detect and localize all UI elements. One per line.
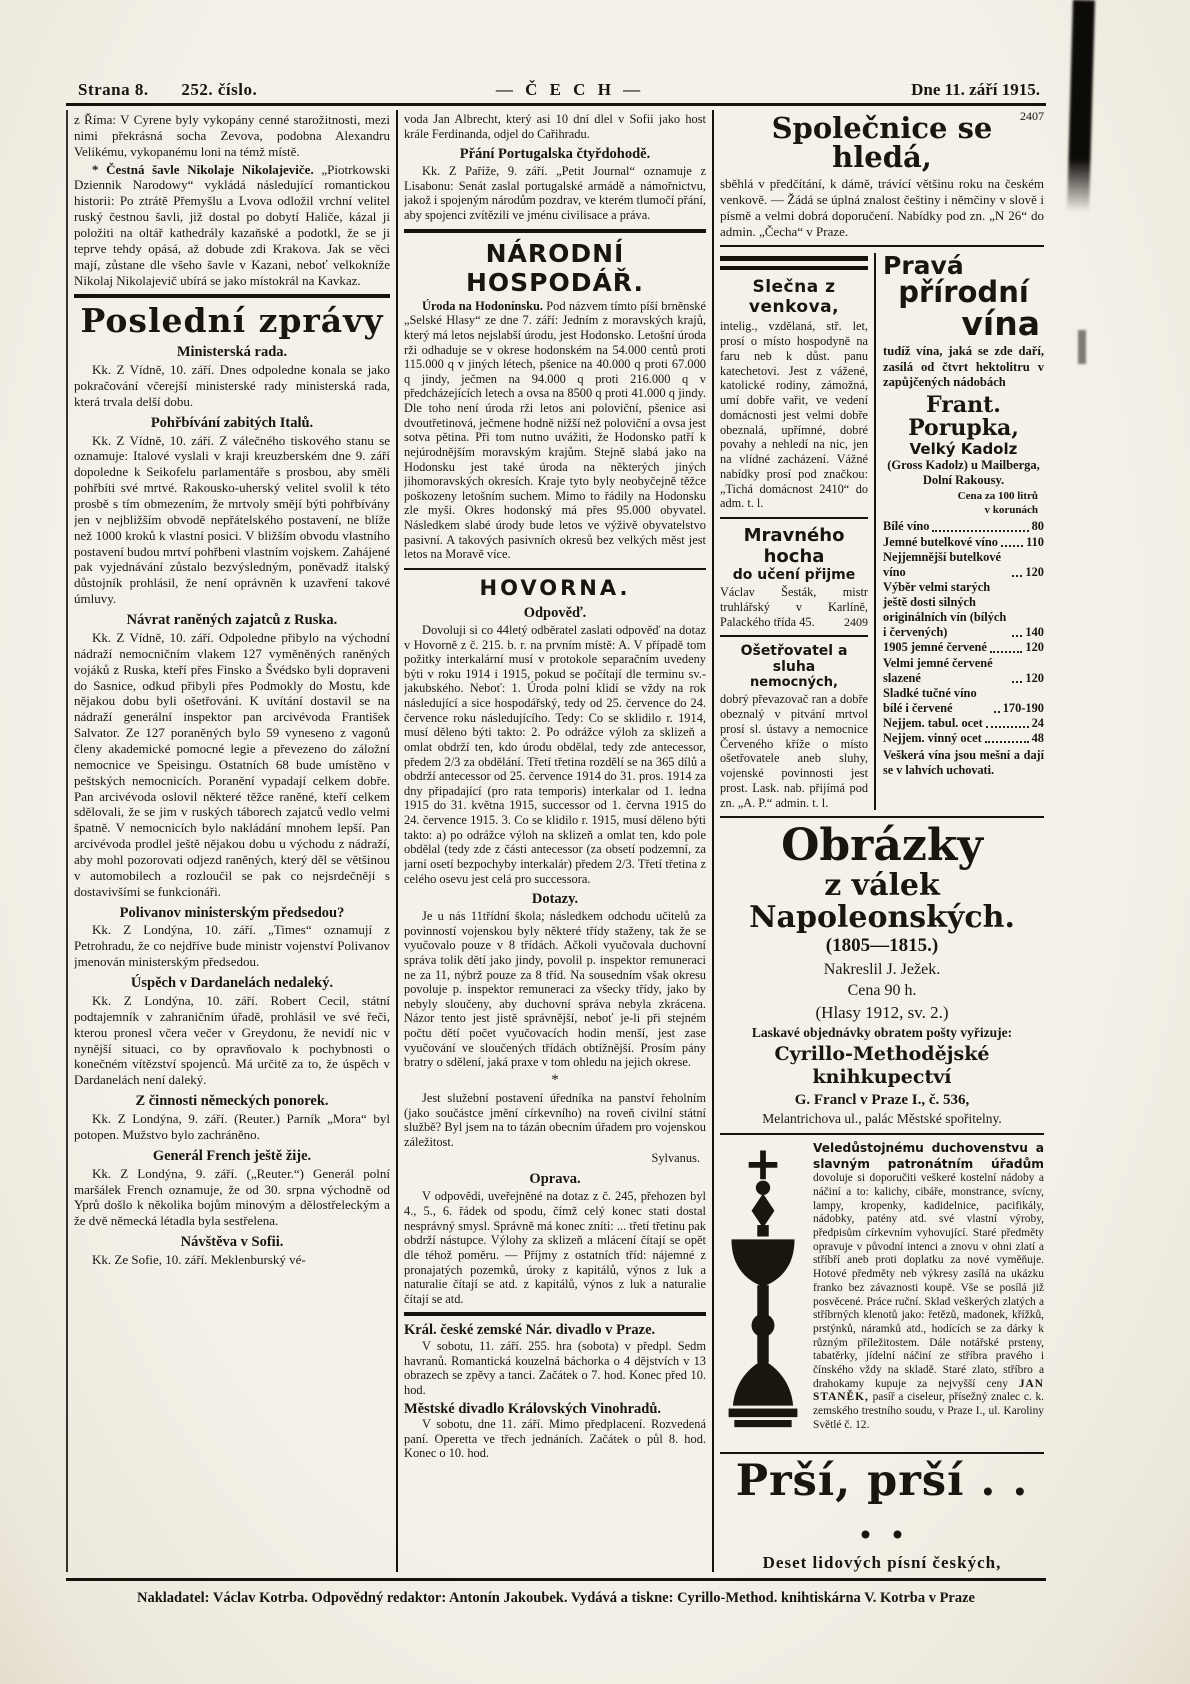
section-divider bbox=[720, 245, 1044, 247]
column-right bbox=[720, 112, 1044, 1572]
issue-number: 252. číslo. bbox=[181, 80, 258, 99]
article-lead: * Čestná šavle Nikolaje Nikolajeviče. bbox=[92, 161, 314, 177]
article-body: Kk. Z Londýna, 10. září. Robert Cecil, státní podtajemník v zahraničním úřadě, prohlásil ve své řeči, kterou pronesl včera večer v Greydonu, že nevidí nic v nynější situaci, co by opravňovalo k pochybnosti o konečném vítězství spojenců. Má určitě za to, že úspěch v Dardanelách není daleký. bbox=[74, 993, 390, 1088]
article-body: V odpovědi, uveřejněné na dotaz z č. 245, přehozen byl 4., 5., 6. řádek od spodu, čímž celý konec stati dostal nesprávný smysl. Správně má konec zníti: ... třetí třetinu pak obdrží nástupce. Výlohy za sklizeň a mlácení čítají se opět dle téhož poměru. — Příjmy z ostatních tříd: nájemné z pronajatých pozemků, úroky z kapitálů, výnos z luk a naturalie čítají se atd. z kapitálů, výnos z luk a naturalie čítají se atd. bbox=[404, 1189, 706, 1306]
masthead-page-issue bbox=[78, 80, 257, 100]
ad-author: Nakreslil J. Ježek. bbox=[823, 961, 941, 979]
page-number: Strana 8. bbox=[78, 80, 149, 99]
article-heading: Úspěch v Dardanelách nedaleký. bbox=[130, 975, 334, 992]
ad-years: (1805—1815.) bbox=[825, 935, 939, 957]
theatre-body: V sobotu, 11. září. 255. hra (sobota) v předpl. Sedm havranů. Romantická kouzelná báchorka o 4 dějstvích v 13 obrazech se zpěvy a tanci. Začátek o 7. hod. Konec před 10. hod. bbox=[404, 1339, 706, 1397]
dot-leader bbox=[1012, 635, 1023, 637]
dot-leader bbox=[994, 711, 1000, 713]
article-lead: Úroda na Hodonínsku. bbox=[422, 298, 543, 313]
column-divider bbox=[712, 110, 714, 1572]
article-body: z Říma: V Cyrene byly vykopány cenné starožitnosti, mezi nimi překrásná socha Zevova, podobna Alexandru Velikému, vykopanému loni na témž místě. bbox=[74, 112, 390, 159]
jeweler-name: JAN STANĚK, bbox=[813, 1377, 1044, 1404]
dot-leader bbox=[932, 530, 1028, 532]
article-body: Kk. Ze Sofie, 10. září. Meklenburský vé- bbox=[92, 1252, 306, 1268]
article-body: Kk. Z Londýna, 10. září. „Times“ oznamují z Petrohradu, že co nejdříve bude ministr vojenství Polivanov jmenován ministerským předsedou. bbox=[74, 922, 390, 970]
dot-leader bbox=[1012, 575, 1023, 577]
article-heading: Pohřbívání zabitých Italů. bbox=[150, 414, 314, 431]
price-row: Nejjem. vinný ocet 48 bbox=[883, 731, 1044, 746]
dot-leader bbox=[1001, 545, 1023, 547]
ad-headline: Společnice se hledá, 2407 bbox=[771, 112, 1044, 174]
scan-artifact bbox=[1078, 330, 1086, 364]
section-title-posledni-zpravy: Poslední zprávy bbox=[80, 301, 384, 341]
ad-stanek bbox=[720, 1141, 1044, 1446]
section-divider bbox=[74, 294, 390, 298]
bookstore-address: G. Francl v Praze I., č. 536, bbox=[794, 1091, 970, 1108]
article-body: Kk. Z Vídně, 10. září. Z válečného tiskového stanu se oznamuje: Italové vyslali v kraji kreuzberském dne 9. září dopoledne k Seikofelu parlamentáře s prosbou, aby směli pohřbíti své mrtvé. Rakousko-uherský velitel svolil k této prosbě s tím obmezením, že mrtvoly smějí býti pohřbívány jen v nejbližším obvodě nepřátelského postavení, ne blíže než 1000 kroků k vlastní posici. V bližším obvodu vlastního postavení budou mrtví pohřbeni vlastním vojskem. Zahájené pak vyjednávání zůstalo bezvýsledným, poněvadž italský důstojník prohlásil, že není oprávněn k uzavření takové úmluvy. bbox=[74, 432, 390, 607]
ad-headline: Slečna z venkova, bbox=[748, 277, 840, 318]
article-body: voda Jan Albrecht, který asi 10 dní dlel v Sofii jako host krále Ferdinanda, odjel do Cařihradu. bbox=[404, 112, 706, 141]
classified-sub-column bbox=[720, 253, 874, 810]
column-left bbox=[74, 112, 390, 1572]
article-heading: Polivanov ministerským předsedou? bbox=[119, 904, 345, 921]
ad-subtitle: Deset lidových písní českých, bbox=[762, 1552, 1002, 1572]
ad-series: (Hlasy 1912, sv. 2.) bbox=[815, 1002, 949, 1022]
article-heading: Generál French ještě žije. bbox=[152, 1147, 312, 1164]
ad-title: Prší, prší . . . . bbox=[735, 1455, 1029, 1549]
ad-headline: přírodní bbox=[898, 275, 1029, 310]
masthead-rule bbox=[66, 103, 1046, 106]
ad-body: intelig., vzdělaná, stř. let, prosí o místo hospodyně na faru neb k důst. panu katechetovi. Jest z vážené, katolické rodiny, zámožná, umí dobře vařit, ve vedení domácnosti jest velmi dobře obeznalá, upřímné, dobré povahy a nehledí na nic, jen na vlídné zacházení. Vážné nabídky prosí pod značkou: „Tichá domácnost 2410“ do adm. t. l. bbox=[720, 319, 868, 511]
theatre-title: Městské divadlo Královských Vinohradů. bbox=[404, 1400, 662, 1417]
star-separator: * bbox=[551, 1071, 559, 1088]
section-title-hovorna: HOVORNA. bbox=[479, 575, 631, 600]
ad-order-note: Laskavé objednávky obratem pošty vyřizuje: bbox=[751, 1025, 1013, 1040]
wine-ad bbox=[876, 253, 1044, 810]
section-divider bbox=[404, 229, 706, 233]
imprint-line: Nakladatel: Václav Kotrba. Odpovědný redaktor: Antonín Jakoubek. Vydává a tiskne: Cyrillo-Method. knihtiskárna V. Kotrba v Praze bbox=[136, 1590, 975, 1606]
section-divider bbox=[720, 517, 868, 519]
article-heading: Ministerská rada. bbox=[176, 344, 288, 361]
article-heading: Oprava. bbox=[529, 1171, 581, 1188]
ad-spolecnice bbox=[720, 114, 1044, 239]
dot-leader bbox=[990, 651, 1023, 653]
seller-place: Dolní Rakousy. bbox=[922, 472, 1005, 487]
section-divider bbox=[720, 635, 868, 637]
article-heading: Odpověď. bbox=[523, 604, 587, 621]
ad-number: 2409 bbox=[844, 614, 868, 629]
dot-leader bbox=[986, 726, 1029, 728]
section-divider bbox=[720, 816, 1044, 818]
price-row: 1905 jemné červené 120 bbox=[883, 640, 1044, 655]
ad-headline: Mravného hocha bbox=[743, 525, 845, 568]
price-row: Jemné butelkové víno 110 bbox=[883, 534, 1044, 549]
ad-subheadline: do učení přijme bbox=[732, 567, 856, 584]
section-divider bbox=[720, 1133, 1044, 1135]
article-heading: Přání Portugalska čtyřdohodě. bbox=[459, 146, 651, 163]
ad-title: z válek Napoleonských. bbox=[749, 868, 1015, 935]
double-rule bbox=[720, 256, 868, 270]
section-title-narodni-hospodar: NÁRODNÍ HOSPODÁŘ. bbox=[465, 238, 645, 297]
article-body: Jest služební postavení úředníka na panství řeholním (jako součástce jmění církevního) na roveň civilní státní službě? Byl jsem na to tázán obecním úřadem pro vojenskou záležitost. bbox=[404, 1090, 706, 1149]
ad-price: Cena 90 h. bbox=[847, 982, 917, 1000]
theatre-title: Král. české zemské Nár. divadlo v Praze. bbox=[404, 1322, 656, 1339]
ad-title: Obrázky bbox=[781, 820, 983, 872]
footer-rule bbox=[66, 1578, 1046, 1581]
ad-prsi bbox=[720, 1455, 1044, 1572]
price-row: Nejjemnější butelkové víno 120 bbox=[883, 549, 1044, 579]
article-body: Dovoluji si co 44letý odběratel zaslati odpověď na dotaz v Hovorně z č. 215. b. r. na prvním místě: A. V případě tom požitky interkalární musí v protokole separačním uvedeny býti v roku 1914 i 1915, pokud se počítají dle terminu sv.-jakubského. Neboť: 1. Úroda polní klidí se vždy na rok následující a sice hospodářský, tedy od 25. července do 24. července roku následujícího. Tedy: Co se sklidilo r. 1914, musí děleno býti takto: 2. Po odrážce výloh za sklizeň a omlat obdrží ten, kdo úrodu obdělal, tedy zde antecessor, předem 2/3 za obdělání. Třetí třetina rozdělí se na 365 dílů a obdrží antecessor od 25. července 1914 do 31. pros. 1914 za dny připadající (pro rata temporis) interkalar od 1. ledna 1915 do 31. května 1915, successor od 1. června 1915 do 24. července 1915. 3. Co se klidilo r. 1915, musí děleno býti takto: a) po odrážce výloh na sklizeň a omlat ten, kdo pole obdělal (tedy zde z části antecessor (za obsetí podzemní, za jarní osetí bezpochyby interkalár) předem 2/3. Třetí třetina z celého osevu jest celá pro successora. bbox=[404, 622, 706, 886]
ad-subheadline: nemocných, bbox=[750, 675, 838, 691]
ad-obrazky bbox=[720, 820, 1044, 1127]
ad-headline: Pravá bbox=[883, 251, 964, 281]
column-divider bbox=[396, 110, 398, 1572]
ad-number: 2407 bbox=[1020, 112, 1044, 123]
section-divider bbox=[404, 568, 706, 570]
chalice-image bbox=[720, 1141, 806, 1446]
ad-body: tudíž vína, jaká se zde daří, zasílá od čtvrt hektolitru v zapůjčených nádobách bbox=[883, 344, 1044, 389]
article-heading: Návrat raněných zajatců z Ruska. bbox=[126, 612, 338, 628]
section-divider bbox=[720, 1452, 1044, 1454]
theatre-body: V sobotu, dne 11. září. Mimo předplacení. Rozvedená paní. Operetta ve třech jednáních. Začátek o půl 8. hod. Konec o 10. hod. bbox=[404, 1417, 706, 1461]
price-row: Sladké tučné víno bílé i červené 170-190 bbox=[883, 685, 1044, 715]
price-row: Výběr velmi starých ještě dosti silných originálních vín (bílých i červených) 140 bbox=[883, 579, 1044, 640]
masthead-date: Dne 11. září 1915. bbox=[911, 80, 1040, 99]
article-heading: Dotazy. bbox=[531, 891, 579, 908]
signature: Sylvanus. bbox=[651, 1151, 700, 1166]
ad-body: Václav Šesták, mistr truhlářský v Karlíně, Palackého třída 45. 2409 bbox=[720, 585, 868, 629]
bookstore-address: Melantrichova ul., palác Městské spořitelny. bbox=[762, 1110, 1002, 1126]
bookstore-name: Cyrillo-Methodějské knihkupectví bbox=[774, 1043, 990, 1088]
article-body: Kk. Z Paříže, 9. září. „Petit Journal“ oznamuje z Lisabonu: Senát zaslal portugalské armádě a námořnictvu, jakož i spojeným národům pozdrav, ve kterém tlumočí přání, aby spojenci zvítězili ve jménu civilisace a práva. bbox=[404, 164, 706, 223]
ad-lead: Veledůstojnému duchovenstvu a slavným patronátním úřadům bbox=[813, 1140, 1044, 1171]
column-divider bbox=[66, 110, 68, 1572]
seller-name: Frant. Porupka, bbox=[908, 391, 1019, 441]
article-body: Kk. Z Londýna, 9. září. („Reuter.“) Generál polní maršálek French oznamuje, že od 30. srpna východně od Yprů došlo k několika bojům minovým a dělostřeleckým a že dvě německá létadla byla sestřelena. bbox=[74, 1165, 390, 1229]
classified-ads-row bbox=[720, 253, 1044, 810]
dot-leader bbox=[985, 741, 1029, 743]
ad-footer: Veškerá vína jsou mešní a dají se v lahvích uchovati. bbox=[883, 748, 1044, 777]
article-body: Je u nás 11třídní škola; následkem odchodu učitelů za povinností vojenskou byly některé třídy staženy, tak že se vyučovalo pouze v 8 třídách. Ačkoli vyučovala duchovní správa tolik dětí jako jindy, povolil p. inspektor remuneraci ne za 11, nýbrž pouze za 8 tříd. Na sousedním však okresu povoluje p. inspektor remuneraci za všecky třídy, jako by nebyly sloučeny, aby duchovní správa nebyla zkrácena. Názor tento jest jistě správnější, neboť je-li při stejném počtu dětí počet vyučovacích hodin menší, jest zase vyučování ve sloučených třídách obtížnější. Prosím pány bratry o sdělení, jaká praxe v tom ohledu na jejich okrese. bbox=[404, 909, 706, 1070]
article-heading: Návštěva v Sofii. bbox=[180, 1234, 284, 1251]
ad-body: sběhlá v předčítání, k dámě, trávící většinu roku na českém venkově. — Žádá se úplná znalost češtiny i němčiny v slově i písmě a velmi dobrá doporučení. Nabídky pod zn. „N 26“ do admin. „Čecha“ v Praze. bbox=[720, 176, 1044, 239]
article-heading: Z činnosti německých ponorek. bbox=[135, 1093, 329, 1110]
masthead-title: — Č E C H — bbox=[495, 80, 645, 99]
dot-leader bbox=[1012, 681, 1023, 683]
price-row: Velmi jemné červené slazené 120 bbox=[883, 655, 1044, 685]
article-body: Kk. Z Vídně, 10. září. Odpoledne přibylo na východní nádraží nemocničním vlakem 127 vyměněných raněných vojáků z Ruska, kteří přes Finsko a Švédsko byli dopraveni do Sasnice, odkud přibyli přes Podmokly do Mostu, kde nějakou dobu byli ošetřováni. K uvítání dostavil se na nádraží generální inspektor pan arcivévoda František Salvator. Ze 127 poraněných bylo 59 vyneseno z vagonů členy akademické pomocné legie a převezeno do záložní nemocnice ve Speisingu. Ostatních 68 bude umístěno v peštských nemocnicích. Poranění vypadají celkem dobře. Pan arcivévoda oslovil některé těžce raněné, kteří celkem sdělovali, že se jim v ruských táborech zajatců vedlo velmi špatně. V nemocnicích bylo nakládání mnohem lepší. Pan arcivévoda prodlel ještě nějakou dobu u východu z nádraží, aby mohl pozorovati odjezd raněných, který děl se většinou v automobilech a rozloučil se pak co nejsrdečněji s dostavivšími se funkcionáři. bbox=[74, 629, 390, 899]
article-body: Kk. Z Vídně, 10. září. Dnes odpoledne konala se jako pokračování včerejší ministerské rady ministerská rada, která trvala delší dobu. bbox=[74, 362, 390, 409]
ad-headline: Ošetřovatel a sluha bbox=[740, 643, 848, 676]
seller-place: Velký Kadolz bbox=[909, 439, 1018, 458]
article-body: Úroda na Hodonínsku. Pod názvem tímto píší brněnské „Selské Hlasy“ ze dne 7. září: Jedním z moravských krajů, který má letos nejslabší úrodu, jest Hodonsko. Letošní úroda rži odhaduje se v okrese hodonském na 54.000 centů proti 115.000 q v jiných létech, pšenice na 40.000 q proti 67.000 q jindy, ječmen na 94.000 q proti 216.000 q v předcházejících letech a ovsa na 8500 q proti 41.000 q jindy. Dle toho není úroda rži letos ani poloviční, pšenice asi dvoutřetinová, ječmene hodně nižší než poloviční a ovsa jest sotva pětina. Při tom nutno uvážiti, že Hodonsko patří k nejúrodnějším moravským krajům. Stejně slabá jako na Hodonsku jest také úroda na některých jiných jihomoravských okresích. Kraje tyto byly neobyčejně těžce poškozeny letošním suchem. Mimo to řádily na Hodonsku zle myši. Okres hodonský má přes 95.000 obyvatel. Následkem slabé úrody bude letos ve výživě obyvatelstvo pasivní. A takových pasivních okresů bez velkých měst jest letos na Moravě více. bbox=[404, 298, 706, 562]
scan-artifact bbox=[1067, 0, 1095, 212]
seller-place: (Gross Kadolz) u Mailberga, bbox=[887, 457, 1040, 472]
article-body: * Čestná šavle Nikolaje Nikolajeviče. „Piotrkowski Dziennik Narodowy“ vykládá následující romantickou historii: Po ztrátě Přemyšlu a Lvova odložil vrchní velitel ruský čestnou šavli, již dostal po dobytí Haliče, kázal ji položiti na oltář kathedrály kazaňské a podotkl, že se ji teprve tehdy opásá, až dobude zdi Krakova. Jak se věci mají, zůstane dle všeho šavle v Kazani, neboť velkokníže Nikolaj Nikolajevič ubírá se jako místokrál na Kavkaz. bbox=[74, 161, 390, 288]
ad-body: dobrý převazovač ran a dobře obeznalý v pitvání mrtvol prosí sl. ústavy a nemocnice Červeného kříže o místo ošetřovatele aneb sluhy, vojenské povinnosti jest prost. Lask. nab. přijímá pod zn. „A. P.“ admin. t. l. bbox=[720, 692, 868, 810]
price-row: Nejjem. tabul. ocet 24 bbox=[883, 716, 1044, 731]
ad-body: Veledůstojnému duchovenstvu a slavným patronátním úřadům dovoluje si doporučiti veškeré kostelní nádoby a náčiní a to: kalichy, cibáře, monstrance, svícny, lampy, kropenky, kadidelnice, pacifikály, nádobky, patény atd. své vlastní výroby, předpisům církevním vyhovující. Staré předměty opravuje v původní intenci a znovu v ohni zlatí a stříbří aneb proti doplatku za nové vyměňuje. Hotové předměty neb výkresy zasílá na ukázku franko bez závaznosti koupě. Vše se posílá již posvěcené. Práce ruční. Sklad veškerých zlatých a stříbrných klenotů jako: řetězů, madonek, křížků, prstýnků, náramků atd., hodících se za dárky k různým příležitostem. Dále notářské prsteny, tabatěrky, jídelní náčiní ze stříbra pravého i čínského vždy na skladě. Staré zlato, stříbro a drahokamy kupuje za nejvyšší ceny JAN STANĚK, pasíř a ciseleur, přísežný znalec c. k. zemského trestního soudu, v Praze I., ul. Karoliny Světlé č. 12. bbox=[813, 1140, 1044, 1431]
price-row: Bílé víno 80 bbox=[883, 519, 1044, 534]
column-middle bbox=[404, 112, 706, 1572]
price-note: Cena za 100 litrů v korunách bbox=[957, 489, 1038, 516]
ad-headline: vína bbox=[961, 304, 1040, 344]
section-divider bbox=[404, 1312, 706, 1316]
article-body: Kk. Z Londýna, 9. září. (Reuter.) Parník „Mora“ byl potopen. Mužstvo bylo zachráněno. bbox=[74, 1111, 390, 1142]
